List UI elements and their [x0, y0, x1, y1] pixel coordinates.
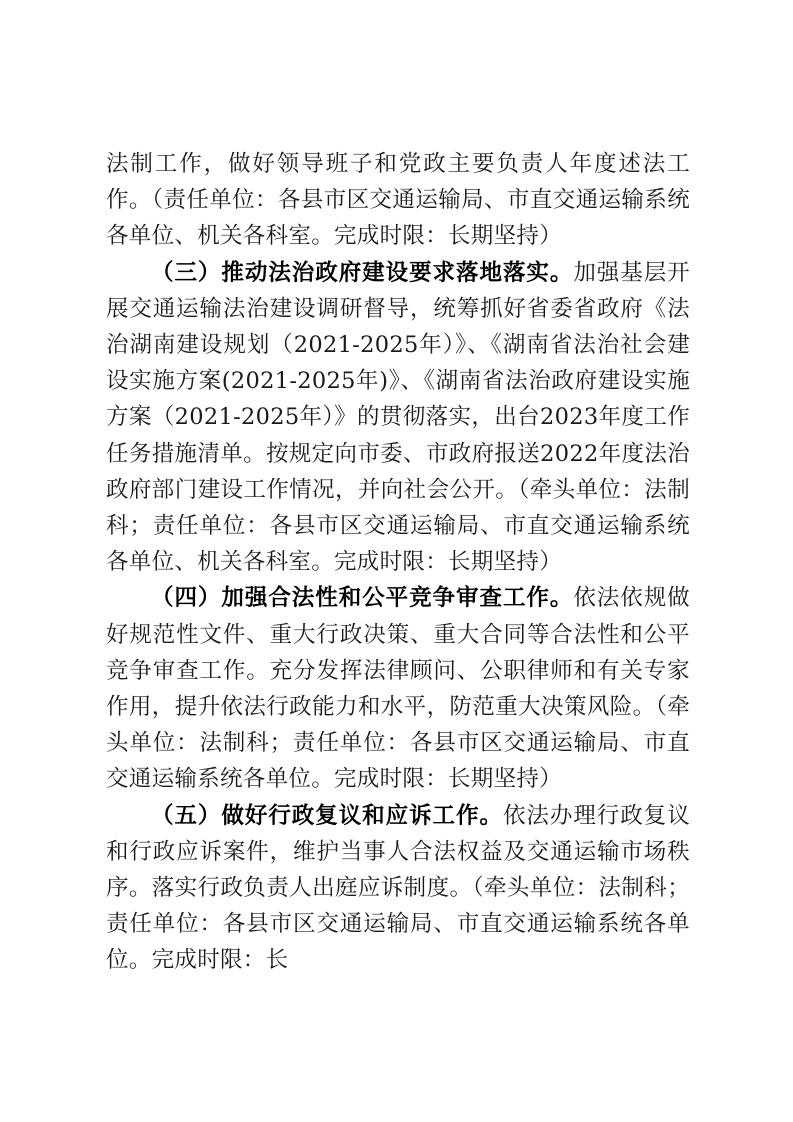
section-4-heading: （四）加强合法性和公平竞争审查工作。 — [151, 585, 574, 612]
section-5-text: 依法办理行政复议和行政应诉案件，维护当事人合法权益及交通运输市场秩序。落实行政负责人出庭应诉制度。（牵头单位：法制科；责任单位：各县市区交通运输局、市直交通运输系统各单位。完成时限：长 — [106, 802, 690, 974]
paragraph-continuation — [106, 146, 690, 255]
section-4-text: 依法依规做好规范性文件、重大行政决策、重大合同等合法性和公平竞争审查工作。充分发挥法律顾问、公职律师和有关专家作用，提升依法行政能力和水平，防范重大决策风险。（牵头单位：法制科；责任单位：各县市区交通运输局、市直交通运输系统各单位。完成时限：长期坚持） — [106, 585, 690, 793]
paragraph-section-5 — [106, 798, 690, 979]
paragraph-section-4 — [106, 580, 690, 797]
section-3-text: 加强基层开展交通运输法治建设调研督导，统筹抓好省委省政府《法治湖南建设规划（2021-2025年）》、《湖南省法治社会建设实施方案(2021-2025年)》、《湖南省法治政府建设实施方案（2021-2025年）》的贯彻落实，出台2023年度工作任务措施清单。按规定向市委、市政府报送2022年度法治政府部门建设工作情况，并向社会公开。（牵头单位：法制科；责任单位：各县市区交通运输局、市直交通运输系统各单位、机关各科室。完成时限：长期坚持） — [106, 259, 690, 576]
section-3-heading: （三）推动法治政府建设要求落地落实。 — [151, 259, 574, 286]
section-5-heading: （五）做好行政复议和应诉工作。 — [151, 802, 503, 829]
paragraph-section-3 — [106, 255, 690, 581]
document-body — [106, 146, 690, 979]
paragraph-text: 法制工作，做好领导班子和党政主要负责人年度述法工作。（责任单位：各县市区交通运输局、市直交通运输系统各单位、机关各科室。完成时限：长期坚持） — [106, 151, 690, 250]
